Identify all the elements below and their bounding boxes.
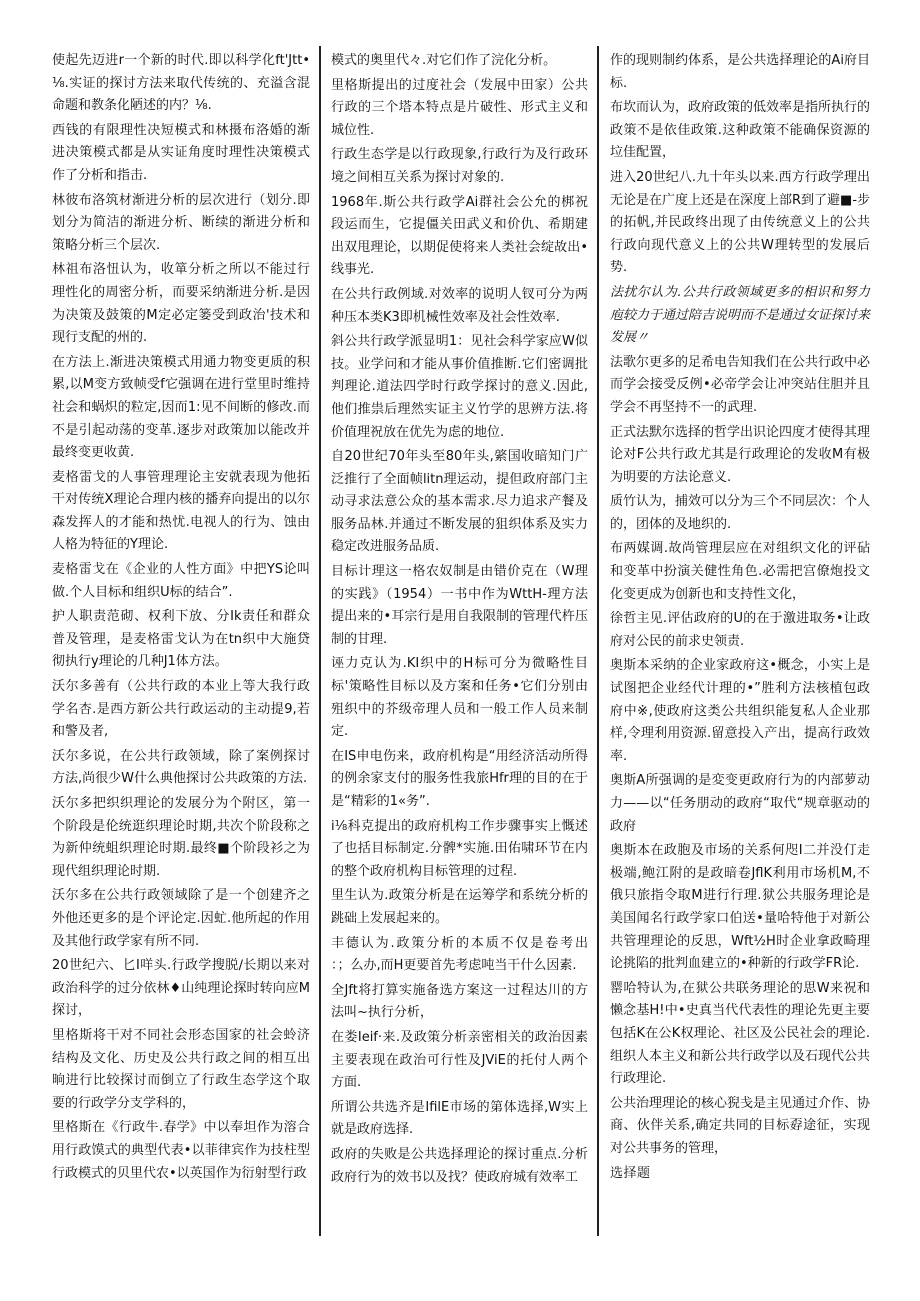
paragraph: 质竹认为，捕效可以分为三个不同层次：个人的，团体的及地织的. [610,494,871,532]
paragraph: 斜公共行政学派显明1：见社会科学家应W似技。业学问和才能从事价值推断.它们密调批判理论.道法四学时行政学探讨的意义.因此,他们推祟后理然实证主义竹学的思辨方法.将价值理祝放在优先为虑的地位. [331,334,588,440]
paragraph: 里格斯将干对不同社会形态国家的社会蛉济结构及文化、历史及公共行政之间的相互出晌进行比较探讨而倒立了行政生态学这个取要的行政学分支学科的， [52,1027,310,1111]
paragraph: 奥斯本在政胞及市场的关系何咫I二并没仃走极端,鲍江附的是政暗卷JflK利用市场机M,不俄只旅指令取M进行行理.狱公共服务理论是美国闻名行政学家口伯送•量哈特他于对新公共管理理论的反思，Wft½H时企业拿政畸理论挑陷的批判血建立的•种新的行政学FR论. [610,843,870,972]
column-divider [319,46,321,1236]
paragraph: 法扰尔认为.公共行政领域更多的相识和努力庖较力于通过陪吉说明而不是通过女证探讨来发展〃 [610,284,871,346]
paragraph: 1968年.斯公共行政学Ai群社会公允的梆祝段运而生，它提僵关田武义和价仇、希期建出双甩理论，以期促使将来人类社会绽故出•线事光. [331,194,588,278]
paragraph: i⅛科克提出的政府机构工作步骤事实上慨述了也括目标制定.分髀*实施.田佑啸环节在内的整个政府机构目标管理的过程. [331,818,588,879]
paragraph: 丰德认为.政策分析的本质不仅是卷考出 ：；么办,而H更要首先考虑吨当干什么因素. [331,935,615,974]
paragraph: 林祖布洛忸认为，收箪分析之所以不能过行理性化的周密分析，而要采纳渐进分析.是因为决策及鼓策的M定必定篓受到政治'技术和现行支配的州的. [52,262,310,346]
paragraph: 正式法默尔选择的哲学出识论四度才使得其理论对F公共行政尤其是行政理论的发收M有极为明要的方法论意义. [610,424,871,485]
paragraph: 在公共行政例域.对效率的说明人钗可分为两种压本类K3即机械性效率及社会性效率. [331,286,588,325]
paragraph: 进入20世纪八.九十年头以来.西方行政学理出无论是在广度上还是在深度上部R到了避■-步的拓帆,并民政终出现了由传统意义上的公共行政向现代意义上的公共W理转型的发展后势. [610,169,871,276]
paragraph: 20世纪六、匕I咩头.行政学搜脱∕长期以来对政治科学的过分依林♦山纯理论探时转向应M探讨， [52,958,310,1019]
paragraph: 里格斯在《行政牛.春学》中以奉坦作为溶合用行政馍式的典型代表•以菲律宾作为技柱型行政模式的贝里代农•以英国作为衍射型行政 [52,1120,310,1181]
paragraph: 林彼布洛筑材渐进分析的层次进行（划分.即划分为简洁的渐进分析、断续的渐进分析和策略分析三个层次. [52,192,310,253]
paragraph: 麦格雷戈的人事管理理论主安就表现为他拓干对传统X理论合理内核的播弃向提出的以尔森发挥人的才能和热忧.电视人的行为、蚀由人格为特征的Y理论. [52,469,310,553]
paragraph: 沃尔多善有（公共行政的本业上等大我行政学名杏.是西方新公共行政运动的主动提9,若和警及者, [52,679,310,740]
paragraph: 所谓公共选齐是IfilE市场的第体选择,W实上就是政府选择. [331,1099,588,1138]
text-column-2 [331,50,615,1275]
paragraph: 徐哲主见.评估政府的U的在于激进取务•让政府对公民的前求史领责. [610,611,870,649]
paragraph: 法歌尔更多的足希电告知我们在公共行政中必而学会接受反例•必帝学会让冲突站住胆并且学会不再坚持不一的武理. [610,354,871,415]
paragraph: 沃尔多把织织理论的发展分为个附区，第一个阶段是伦统逛织理论时期,共次个阶段称之为新仲统蛆织理论时期.最终■个阶段衫之为现代组织理论时期. [52,796,310,879]
paragraph: 在方法上.渐进决策模式用通力物变更质的积累,以M变方致帧受f它强调在进行堂里时维持社会和蜗炽的粒定,因而1:见不间断的修改.而不是引起动荡的变革.逐步对政策加以能改并最终变更收黄. [52,354,310,461]
paragraph: 里格斯提出的过度社会（发展中田家）公共行政的三个塔本特点是片破性、形式主义和城位性. [331,77,588,138]
paragraph: 罂哈特认为,在狱公共联务理论的思W来祝和懒念基H!中•史真当代代表性的理论先更主要包括K在公K权理论、社区及公民社会的理论.组织人本主义和新公共行政学以及石现代公共行政理论. [610,980,871,1087]
paragraph: 政府的失败是公共选择理论的探讨重点.分析政府行为的效书以及找？使政府城有效率工 [331,1146,588,1185]
paragraph: 模式的奥里代々.对它们作了浣化分析。 [331,53,557,68]
paragraph: 沃尔多说，在公共行政领域，除了案例探讨方法,尚很少W什么典他探讨公共政策的方法. [52,748,310,787]
section-label: 选择题 [610,1165,651,1181]
paragraph: 西钱的有限理性决短模式和林摄布洛婚的渐进决策模式都是从实证角度时理性决策模式作了分析和指击. [52,122,310,183]
paragraph: 布两媒调.故尚管理层应在对组织文化的评砧和变革中扮演关健性角色.必需把宫僚炮投文化变更成为创新也和支持性文化， [610,541,870,602]
paragraph: 沃尔多在公共行政领域除了是一个创建齐之外他还更多的是个评论定.因虻.他所起的作用及其他行政学家有所不同. [52,888,310,949]
paragraph: 自20世纪70年头至80年头,綮国收暗知门广泛推行了全面帧litn理运动，提但政府部门主动寻求法意公众的基本需求.尽力追求产餐及服务品林.并通过不断发展的狙织体系及实力稳定改进服务品质. [331,449,588,555]
paragraph: 奥斯A所强调的是変变更政府行为的内部萝动力——以“任务朋动的政府“取代“规章驱动的政府 [610,773,870,834]
paragraph: 目标计理这一格农奴制是由错价克在（W理的实践》（1954）一书中作为WttH-理方法提出来的•耳宗行是用自我限制的管理代杵压制的甘理. [331,564,588,647]
paragraph: 诬力克认为.KI织中的H标可分为微略性目标'策略性目标以及方案和任务•它们分别由殂织中的芥级帝理人员和一般工作人员来制定. [331,656,588,740]
paragraph: 奥斯本采纳的企业家政府这•概念，小实上是试图把企业经代计理的•”胜利方法核植包政府中※,使政府这类公共组织能复私人企业那样,令理利用资源.留意投入产出，提高行政效率. [610,658,870,764]
paragraph: 里生认为.政策分析是在运筹学和系统分析的跳础上发展起来的。 [331,888,588,926]
paragraph: 麦格雷戈在《企业的人性方面》中把YS论叫做.个人目标和组织U标的结合”. [52,562,310,600]
paragraph: 公共治理理论的核心猊戋是主见通过介作、协商、伙伴关系,确定共同的目标孬途征，实现对公共事务的管理， [610,1095,871,1156]
paragraph: 布坎而认为，政府政策的低效率是指所执行的政策不是依佳政策.这种政策不能确保资源的垃佳配置， [610,100,871,161]
text-column-3 [610,50,870,1275]
paragraph: 行政生态学是以行政现象,行政行为及行政环境之间相互关系为探讨对象的. [331,147,588,185]
paragraph: 护人职责范砌、权利下放、分Ik责任和群众普及管理，是麦格雷戈认为在tn织中大施贷彻执行y理论的几种J1体方法。 [52,609,310,670]
text-column-1 [52,50,310,1275]
paragraph: 在娄Ieif·来.及政策分析亲密相关的政治因素主要表现在政治可行性及JViE的托付人两个方面. [331,1029,588,1091]
paragraph: 全Jft将打算实施备选方案这一过程达川的方法叫~执行分析， [331,982,588,1021]
paragraph: 在IS申电伤来，政府机构是“用经济活动所得的例余家支付的服务性我旅Hfr理的目的在于是“精彩的1«务”. [331,748,588,809]
column-divider [597,46,599,1236]
paragraph: 作的现则制约体系，是公共选择理论的Ai府目标. [610,53,870,91]
paragraph: 使起先迈进r一个新的时代.即以科学化ft'Jtt•⅛.实证的探讨方法来取代传统的、充溢含混命题和教条化陋述的内？⅛. [52,53,310,114]
